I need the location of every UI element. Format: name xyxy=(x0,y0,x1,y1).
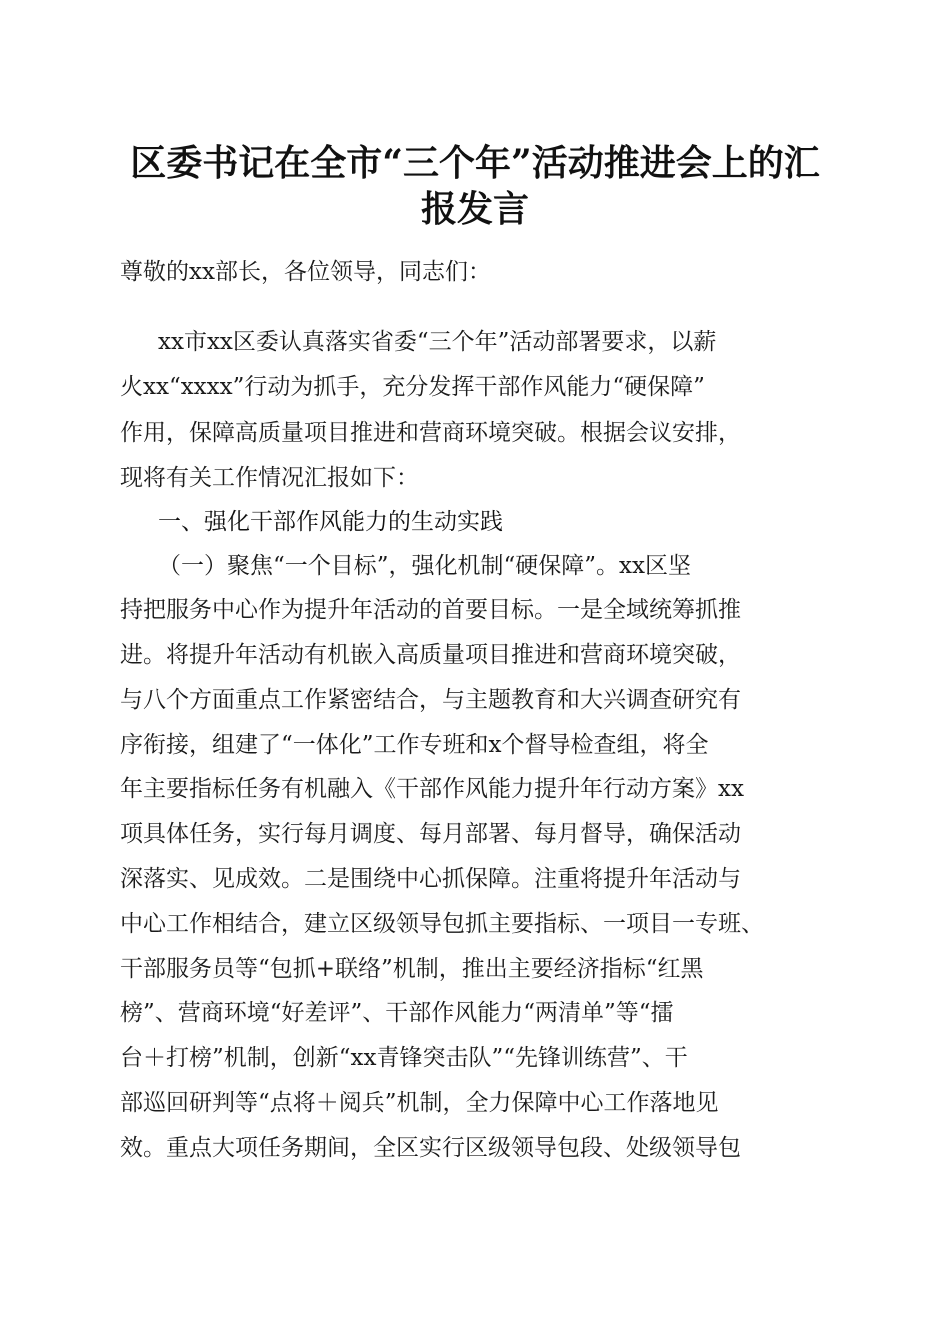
document-title-line-2: 报发言 xyxy=(420,188,529,230)
intro-line: 火xx“xxxx”行动为抓手，充分发挥干部作风能力“硬保障” xyxy=(120,374,705,400)
body-line: 中心工作相结合，建立区级领导包抓主要指标、一项目一专班、 xyxy=(120,911,764,937)
body-line: 进。将提升年活动有机嵌入高质量项目推进和营商环境突破， xyxy=(120,642,741,668)
intro-line: xx市xx区委认真落实省委“三个年”活动部署要求，以薪 xyxy=(158,329,717,355)
intro-line: 作用，保障高质量项目推进和营商环境突破。根据会议安排， xyxy=(120,420,741,446)
body-line: 台＋打榜”机制，创新“xx青锋突击队”“先锋训练营”、干 xyxy=(120,1045,688,1071)
body-line: 年主要指标任务有机融入《干部作风能力提升年行动方案》xx xyxy=(120,776,744,802)
greeting: 尊敬的xx部长，各位领导，同志们： xyxy=(120,259,491,285)
body-line: 榜”、营商环境“好差评”、干部作风能力“两清单”等“擂 xyxy=(120,1000,674,1026)
body-line: 深落实、见成效。二是围绕中心抓保障。注重将提升年活动与 xyxy=(120,866,741,892)
body-line: 干部服务员等“包抓+联络”机制，推出主要经济指标“红黑 xyxy=(120,956,704,982)
intro-line: 现将有关工作情况汇报如下： xyxy=(120,465,419,491)
body-line: 效。重点大项任务期间，全区实行区级领导包段、处级领导包 xyxy=(120,1135,741,1161)
body-line: 项具体任务，实行每月调度、每月部署、每月督导，确保活动 xyxy=(120,821,741,847)
body-line: 持把服务中心作为提升年活动的首要目标。一是全域统筹抓推 xyxy=(120,597,741,623)
document-title-line-1: 区委书记在全市“三个年”活动推进会上的汇 xyxy=(130,142,820,184)
body-line: 序衔接，组建了“一体化”工作专班和x个督导检查组，将全 xyxy=(120,732,709,758)
body-line: 部巡回研判等“点将＋阅兵”机制，全力保障中心工作落地见 xyxy=(120,1090,719,1116)
body-line: 与八个方面重点工作紧密结合，与主题教育和大兴调查研究有 xyxy=(120,687,741,713)
section-heading: 一、强化干部作风能力的生动实践 xyxy=(158,509,503,535)
body-line: （一）聚焦“一个目标”，强化机制“硬保障”。xx区坚 xyxy=(158,553,691,579)
